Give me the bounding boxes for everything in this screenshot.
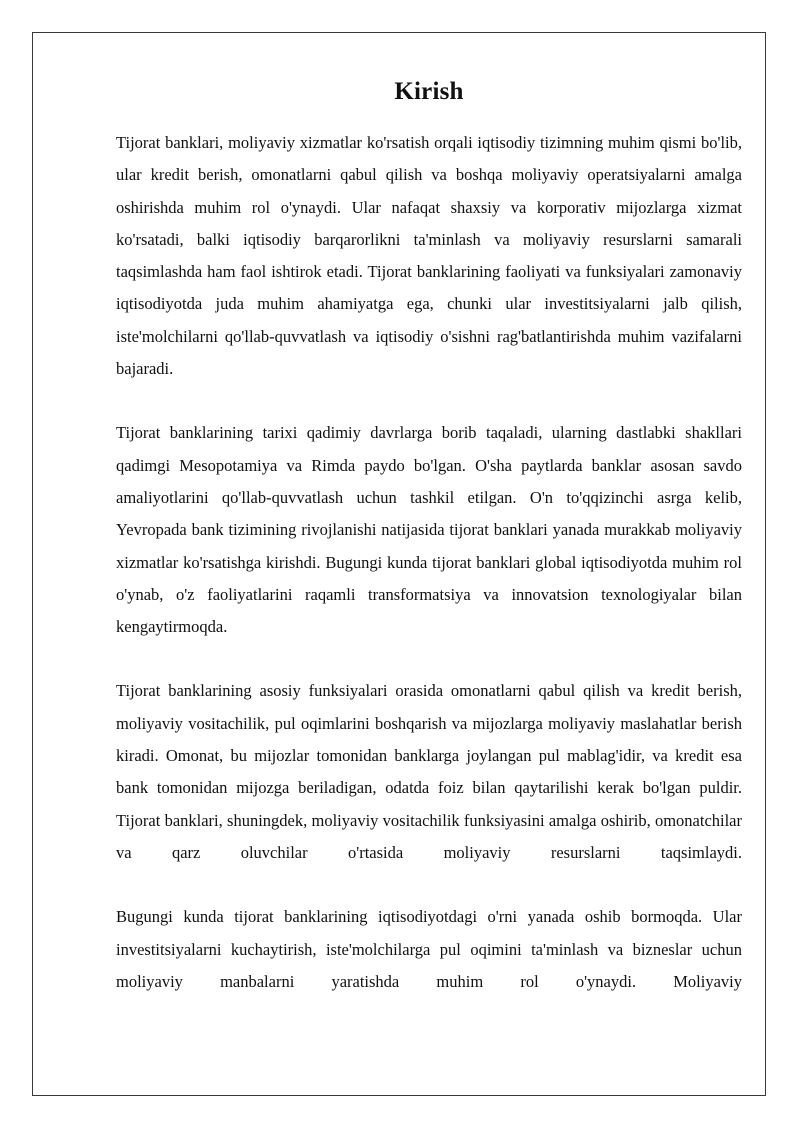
document-title: Kirish [394,78,464,105]
paragraph-3: Tijorat banklarining asosiy funksiyalari orasida omonatlarni qabul qilish va kredit berish, moliyaviy vositachilik, pul oqimlarini boshqarish va mijozlarga moliyaviy maslahatlar berish kiradi. Omonat, bu mijozlar tomonidan banklarga joylangan pul mablag'idir, va kredit esa bank tomonidan mijozga beriladigan, odatda foiz bilan qaytarilishi kerak bo'lgan puldir. Tijorat banklari, shuningdek, moliyaviy vositachilik funksiyasini amalga oshirib, omonatchilar va qarz oluvchilar o'rtasida moliyaviy resurslarni taqsimlaydi. [116,681,742,862]
page-frame [32,32,766,1096]
paragraph-2: Tijorat banklarining tarixi qadimiy davrlarga borib taqaladi, ularning dastlabki shakllari qadimgi Mesopotamiya va Rimda paydo bo'lgan. O'sha paytlarda banklar asosan savdo amaliyotlarini qo'llab-quvvatlash uchun tashkil etilgan. O'n to'qqizinchi asrga kelib, Yevropada bank tizimining rivojlanishi natijasida tijorat banklari yanada murakkab moliyaviy xizmatlar ko'rsatishga kirishdi. Bugungi kunda tijorat banklari global iqtisodiyotda muhim rol o'ynab, o'z faoliyatlarini raqamli transformatsiya va innovatsion texnologiyalar bilan kengaytirmoqda. [116,423,742,637]
paragraph-4: Bugungi kunda tijorat banklarining iqtisodiyotdagi o'rni yanada oshib bormoqda. Ular investitsiyalarni kuchaytirish, iste'molchilarga pul oqimini ta'minlash va bizneslar uchun moliyaviy manbalarni yaratishda muhim rol o'ynaydi. Moliyaviy [116,907,742,991]
paragraph-1: Tijorat banklari, moliyaviy xizmatlar ko'rsatish orqali iqtisodiy tizimning muhim qismi bo'lib, ular kredit berish, omonatlarni qabul qilish va boshqa moliyaviy operatsiyalarni amalga oshirishda muhim rol o'ynaydi. Ular nafaqat shaxsiy va korporativ mijozlarga xizmat ko'rsatadi, balki iqtisodiy barqarorlikni ta'minlash va moliyaviy resurslarni samarali taqsimlashda ham faol ishtirok etadi. Tijorat banklarining faoliyati va funksiyalari zamonaviy iqtisodiyotda juda muhim ahamiyatga ega, chunki ular investitsiyalarni jalb qilish, iste'molchilarni qo'llab-quvvatlash va iqtisodiy o'sishni rag'batlantirishda muhim vazifalarni bajaradi. [116,133,742,379]
document-body [116,77,742,998]
